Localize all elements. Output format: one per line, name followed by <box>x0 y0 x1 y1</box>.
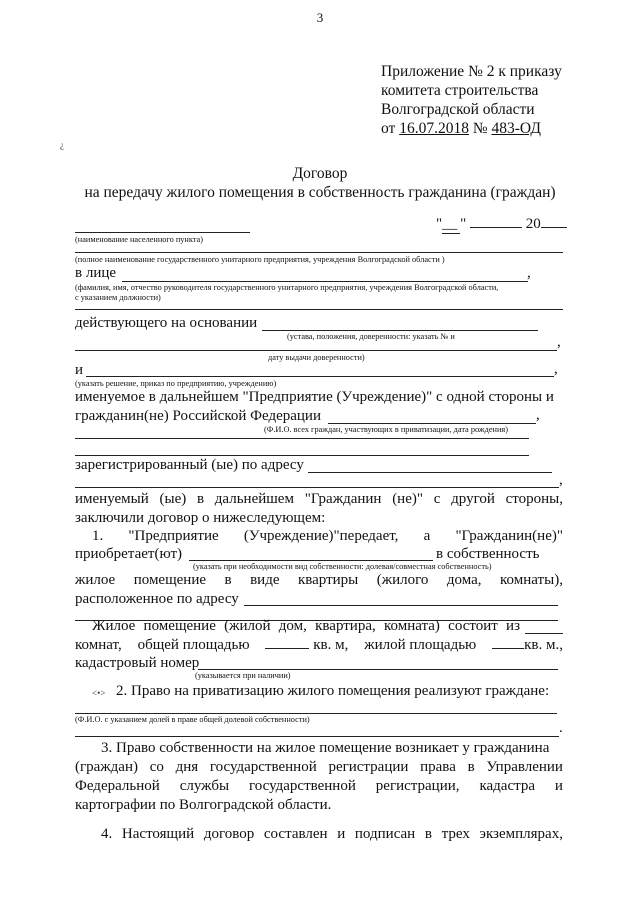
and-hint: (указать решение, приказ по предприятию, учреждению) <box>75 379 277 388</box>
clause2-text: 2. Право на приватизацию жилого помещения реализуют граждане: <box>116 683 550 699</box>
premise-line: Жилое помещение (жилой дом, квартира, комната) состоит из <box>92 618 520 634</box>
registered-label: зарегистрированный (ые) по адресу <box>75 457 304 473</box>
citizen-hint: (Ф.И.О. всех граждан, участвующих в приватизации, дата рождения) <box>264 425 509 434</box>
ownership-type-line[interactable] <box>189 560 433 561</box>
clause2-line-2[interactable] <box>75 736 559 737</box>
living-area-field[interactable] <box>492 648 524 649</box>
appendix-block <box>381 62 562 138</box>
and-label: и <box>75 362 84 378</box>
clause3-line1: 3. Право собственности на жилое помещение возникает у гражданина <box>101 740 550 756</box>
clause3-line2: (граждан) со дня государственной регистрации права в Управлении <box>75 759 563 775</box>
appendix-number: 483-ОД <box>491 120 541 137</box>
clause2-mark: <•> <box>92 688 106 698</box>
contract-title: Договор <box>292 165 348 182</box>
enterprise-line[interactable] <box>75 252 563 253</box>
rep-hint: (фамилия, имя, отчество руководителя государственного унитарного предприятия, учреждения Волгоградской области, с указанием должности) <box>75 283 499 302</box>
address-line[interactable] <box>244 605 558 606</box>
basis-line[interactable] <box>262 330 538 331</box>
total-area-field[interactable] <box>265 648 309 649</box>
contract-subtitle: на передачу жилого помещения в собственность гражданина (граждан) <box>84 184 556 201</box>
clause3-line3: Федеральной службы государственной регистрации, кадастра и <box>75 778 563 794</box>
appendix-line: комитета строительства <box>381 82 539 99</box>
margin-mark: ¿ <box>60 140 64 150</box>
party2-concluded: заключили договор о нижеследующем: <box>75 510 326 526</box>
premise-area-line: комнат, общей площадью кв. м, жилой площадью кв. м., <box>75 637 563 653</box>
cadastral-line[interactable] <box>198 669 558 670</box>
settlement-line[interactable] <box>75 232 250 233</box>
citizen-line[interactable] <box>328 423 536 424</box>
rooms-count-line[interactable] <box>525 633 563 634</box>
appendix-line: Волгоградской области <box>381 101 535 118</box>
party1-citizen: гражданин(не) Российской Федерации <box>75 408 321 424</box>
appendix-date-line: от 16.07.2018 № 483-ОД <box>381 120 541 137</box>
clause1-ownership: в собственность <box>436 546 540 562</box>
clause2-line[interactable] <box>75 713 557 714</box>
basis-line-2[interactable] <box>75 350 557 351</box>
clause1-address: расположенное по адресу <box>75 591 239 607</box>
cadastral-hint: (указывается при наличии) <box>195 671 291 680</box>
clause3-line4: картографии по Волгоградской области. <box>75 797 332 813</box>
appendix-date: 16.07.2018 <box>399 120 469 137</box>
citizen-line-2[interactable] <box>75 438 529 439</box>
rep-label: в лице <box>75 265 117 281</box>
ownership-hint: (указать при необходимости вид собственности: долевая/совместная собственность) <box>193 562 492 571</box>
clause4-line: 4. Настоящий договор составлен и подписан в трех экземплярах, <box>101 826 563 842</box>
citizen-line-3[interactable] <box>75 455 529 456</box>
cadastral-label: кадастровый номер <box>75 655 200 671</box>
clause1-line: 1. "Предприятие (Учреждение)"передает, а "Гражданин(не)" <box>92 528 563 544</box>
rep-line[interactable] <box>122 281 528 282</box>
party2-line: именуемый (ые) в дальнейшем "Гражданин (не)" с другой стороны, <box>75 491 563 507</box>
basis-hint: (устава, положения, доверенности: указать № и <box>287 332 455 341</box>
enterprise-hint: (полное наименование государственного унитарного предприятия, учреждения Волгоградской области ) <box>75 255 445 264</box>
clause1-acquires: приобретает(ют) <box>75 546 183 562</box>
clause2-hint: (Ф.И.О. с указанием долей в праве общей долевой собственности) <box>75 715 310 724</box>
appendix-line: Приложение № 2 к приказу <box>381 63 562 80</box>
settlement-hint: (наименование населенного пункта) <box>75 235 203 244</box>
clause1-premise-line: жилое помещение в виде квартиры (жилого дома, комнаты), <box>75 572 563 588</box>
party1-line: именуемое в дальнейшем "Предприятие (Учреждение)" с одной стороны и <box>75 389 554 405</box>
page-number: 3 <box>316 10 324 25</box>
registered-line[interactable] <box>308 472 552 473</box>
basis-label: действующего на основании <box>75 315 258 331</box>
registered-line-2[interactable] <box>75 487 559 488</box>
and-line[interactable] <box>86 376 554 377</box>
basis-hint-2: дату выдачи доверенности) <box>268 353 365 362</box>
rep-line-2[interactable] <box>75 309 563 310</box>
date-field[interactable]: "__ " 20 <box>436 216 567 234</box>
